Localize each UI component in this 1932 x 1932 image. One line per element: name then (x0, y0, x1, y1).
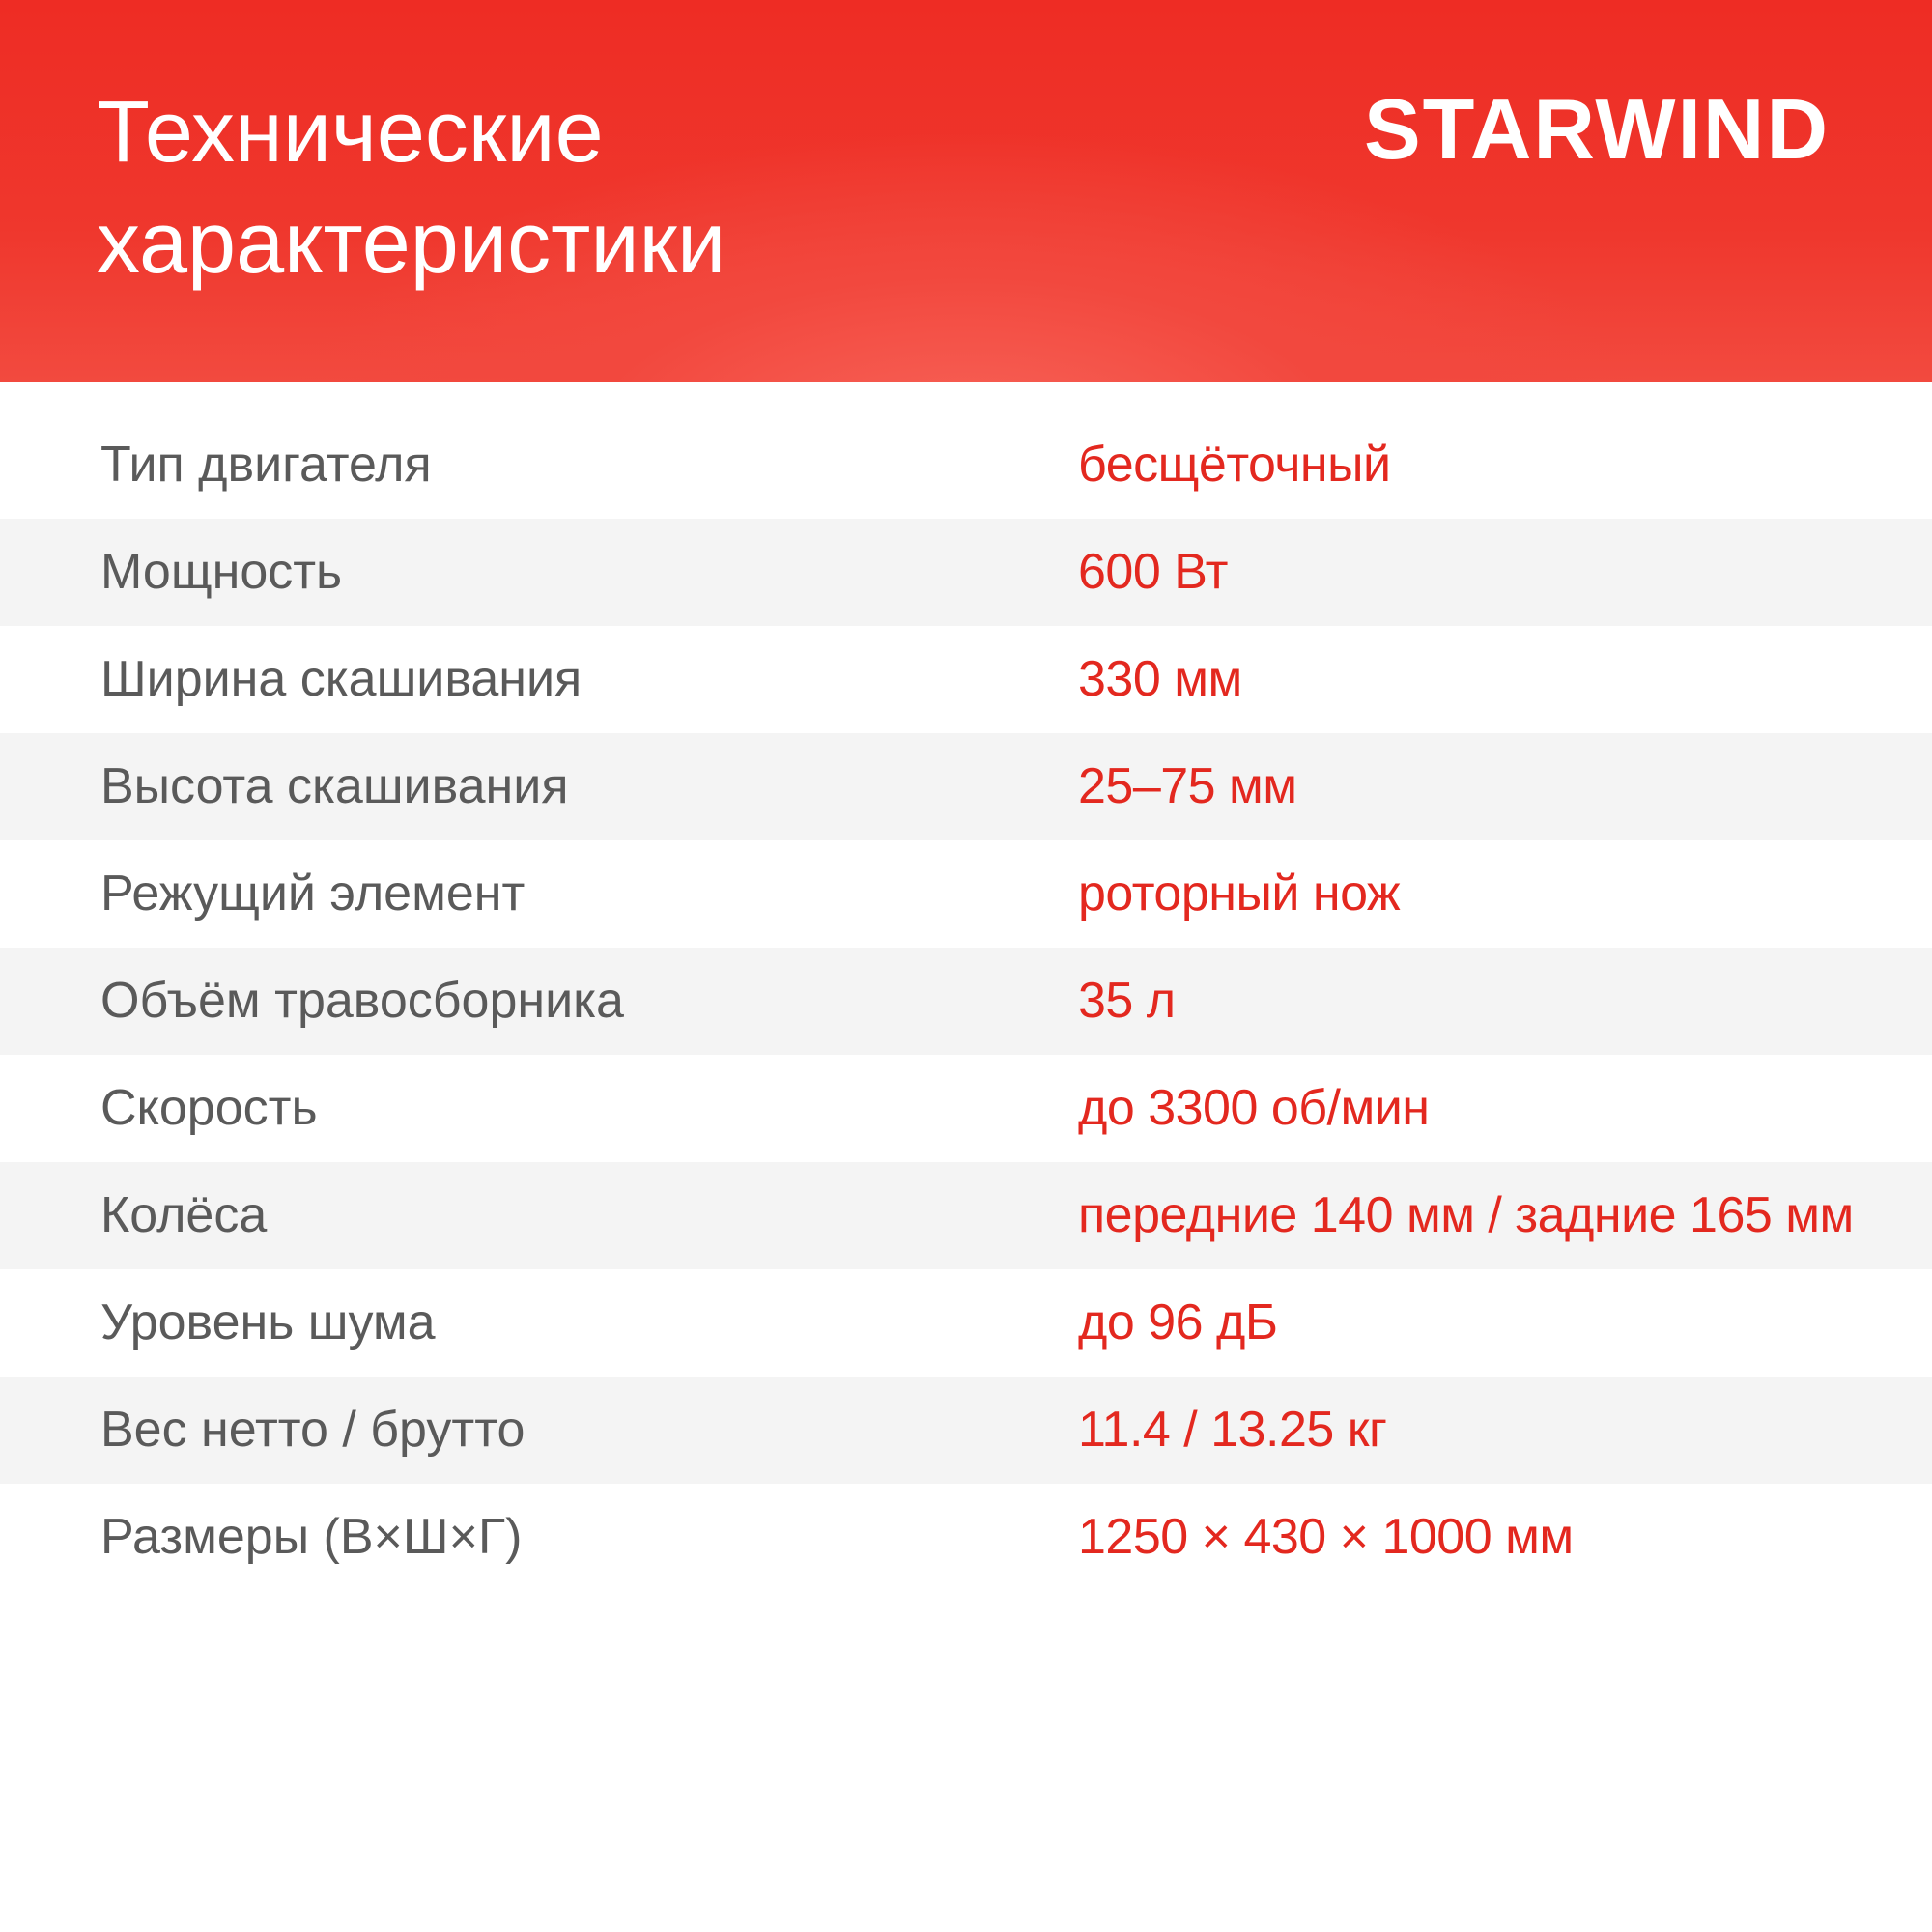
spec-value: бесщёточный (1078, 437, 1391, 493)
brand-logo: STARWIND (1363, 81, 1830, 177)
spec-label: Режущий элемент (100, 866, 526, 922)
spec-label: Колёса (100, 1187, 268, 1243)
spec-row-cutting-width (0, 626, 1932, 733)
page-title-line-1: Технические (97, 84, 604, 181)
spec-value: 1250 × 430 × 1000 мм (1078, 1509, 1574, 1565)
spec-value: 11.4 / 13.25 кг (1078, 1402, 1387, 1458)
spec-label: Скорость (100, 1080, 318, 1136)
spec-value: 330 мм (1078, 651, 1242, 707)
spec-row-noise-level (0, 1269, 1932, 1377)
spec-label: Размеры (В×Ш×Г) (100, 1509, 523, 1565)
spec-value: роторный нож (1078, 866, 1401, 922)
spec-label: Тип двигателя (100, 437, 432, 493)
spec-row-speed (0, 1055, 1932, 1162)
spec-value: 25–75 мм (1078, 758, 1297, 814)
spec-row-motor-type (0, 412, 1932, 519)
spec-row-weight (0, 1377, 1932, 1484)
header-banner (0, 0, 1932, 382)
spec-table (0, 412, 1932, 1591)
spec-row-cutting-height (0, 733, 1932, 840)
spec-row-cutting-element (0, 840, 1932, 948)
spec-value: до 96 дБ (1078, 1294, 1278, 1350)
spec-row-grass-box-volume (0, 948, 1932, 1055)
spec-value: до 3300 об/мин (1078, 1080, 1430, 1136)
spec-label: Вес нетто / брутто (100, 1402, 526, 1458)
spec-label: Высота скашивания (100, 758, 569, 814)
spec-row-wheels (0, 1162, 1932, 1269)
page-title-line-2: характеристики (97, 195, 726, 292)
spec-label: Мощность (100, 544, 343, 600)
spec-value: передние 140 мм / задние 165 мм (1078, 1187, 1854, 1243)
spec-value: 600 Вт (1078, 544, 1228, 600)
spec-value: 35 л (1078, 973, 1176, 1029)
spec-row-power (0, 519, 1932, 626)
spec-label: Объём травосборника (100, 973, 624, 1029)
page-title (97, 77, 966, 299)
spec-label: Ширина скашивания (100, 651, 582, 707)
spec-label: Уровень шума (100, 1294, 436, 1350)
spec-row-dimensions (0, 1484, 1932, 1591)
